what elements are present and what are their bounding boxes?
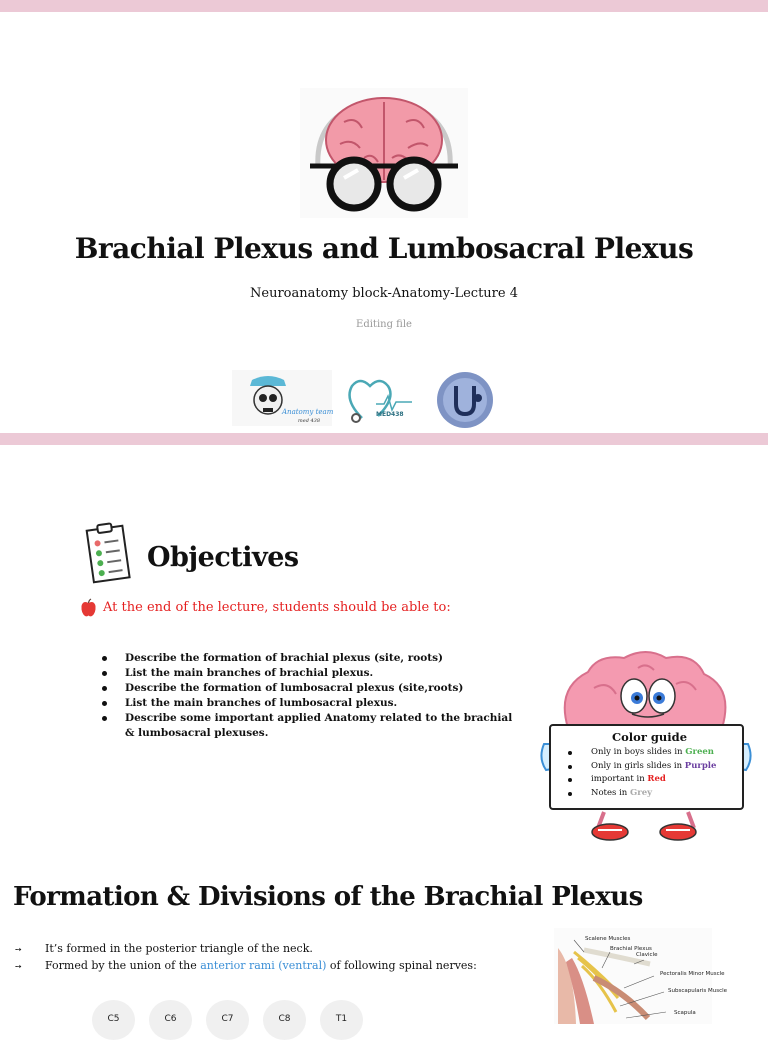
- color-guide-term-red: Red: [647, 774, 666, 785]
- formation-bullet-text: [45, 958, 477, 974]
- color-guide-term-grey: Grey: [629, 787, 653, 798]
- formation-bullets: [15, 941, 535, 975]
- formation-bullet: [15, 941, 535, 958]
- nerve-root-c6: C6: [149, 1000, 192, 1040]
- color-guide-list: [565, 746, 734, 800]
- color-guide-prefix: important in: [591, 774, 648, 785]
- color-guide-item: [565, 746, 734, 760]
- anterior-rami-term: anterior rami (ventral): [200, 959, 327, 972]
- objectives-intro: [80, 598, 451, 617]
- anatomy-team-logo: [232, 370, 332, 426]
- objective-item: List the main branches of brachial plexus.: [100, 666, 525, 681]
- nerve-root-c5: C5: [92, 1000, 135, 1040]
- brain-with-glasses-logo: [300, 88, 468, 218]
- objective-item: Describe the formation of lumbosacral plexus (site,roots): [100, 681, 525, 696]
- objectives-intro-text: At the end of the lecture, students should be able to:: [103, 600, 451, 615]
- color-guide-prefix: Only in girls slides in: [591, 760, 685, 771]
- figure-label: Subscapularis Muscle: [668, 988, 728, 994]
- nerve-root-t1: T1: [320, 1000, 363, 1040]
- objectives-list: [100, 651, 525, 741]
- team-logos: [232, 370, 532, 430]
- cover-subtitle: Neuroanatomy block-Anatomy-Lecture 4: [250, 286, 518, 301]
- figure-label: Scapula: [674, 1010, 696, 1016]
- arrow-bullet-icon: ➙: [15, 945, 22, 954]
- color-guide-prefix: Only in boys slides in: [591, 747, 686, 757]
- color-guide-term-purple: Purple: [684, 760, 717, 771]
- formation-bullet-text: It’s formed in the posterior triangle of the neck.: [45, 942, 313, 955]
- color-guide-prefix: Notes in: [591, 787, 630, 798]
- brachial-plexus-diagram: [554, 928, 728, 1024]
- figure-label: Clavicle: [636, 952, 658, 958]
- anatomy-team-label: Anatomy team: [282, 408, 334, 416]
- color-guide-term-green: Green: [685, 747, 714, 757]
- objectives-heading: Objectives: [147, 542, 299, 573]
- page-top-band: [0, 0, 768, 12]
- formation-bullet: [15, 958, 535, 975]
- nerve-root-c8: C8: [263, 1000, 306, 1040]
- formation-bullet-prefix: Formed by the union of the: [45, 959, 201, 972]
- figure-label: Pectoralis Minor Muscle: [660, 971, 725, 977]
- page-divider-band: [0, 433, 768, 445]
- anatomy-team-sublabel: med 438: [298, 418, 321, 424]
- med438-logo: [342, 370, 418, 426]
- color-guide-item: [565, 760, 734, 774]
- nerve-root-c7: C7: [206, 1000, 249, 1040]
- formation-bullet-suffix: of following spinal nerves:: [326, 959, 477, 972]
- spinal-nerve-roots: [92, 1000, 363, 1040]
- clipboard-checklist-icon: [84, 522, 132, 584]
- color-guide-item: [565, 787, 734, 801]
- formation-heading: Formation & Divisions of the Brachial Plexus: [13, 882, 643, 912]
- color-guide-panel: [549, 724, 744, 810]
- objective-item: List the main branches of lumbosacral plexus.: [100, 696, 525, 711]
- stethoscope-badge-logo: [434, 370, 496, 430]
- apple-icon: [80, 598, 97, 617]
- color-guide-title: Color guide: [611, 730, 688, 744]
- figure-label: Brachial Plexus: [610, 946, 652, 952]
- color-guide-item: [565, 773, 734, 787]
- figure-label: Scalene Muscles: [585, 936, 631, 942]
- editing-file-link[interactable]: Editing file: [356, 319, 412, 330]
- arrow-bullet-icon: ➙: [15, 962, 22, 971]
- objective-item: Describe the formation of brachial plexus (site, roots): [100, 651, 525, 666]
- med438-label: MED438: [376, 411, 404, 418]
- cover-title: Brachial Plexus and Lumbosacral Plexus: [74, 232, 694, 265]
- objective-item: Describe some important applied Anatomy related to the brachial & lumbosacral plexuses.: [100, 711, 525, 741]
